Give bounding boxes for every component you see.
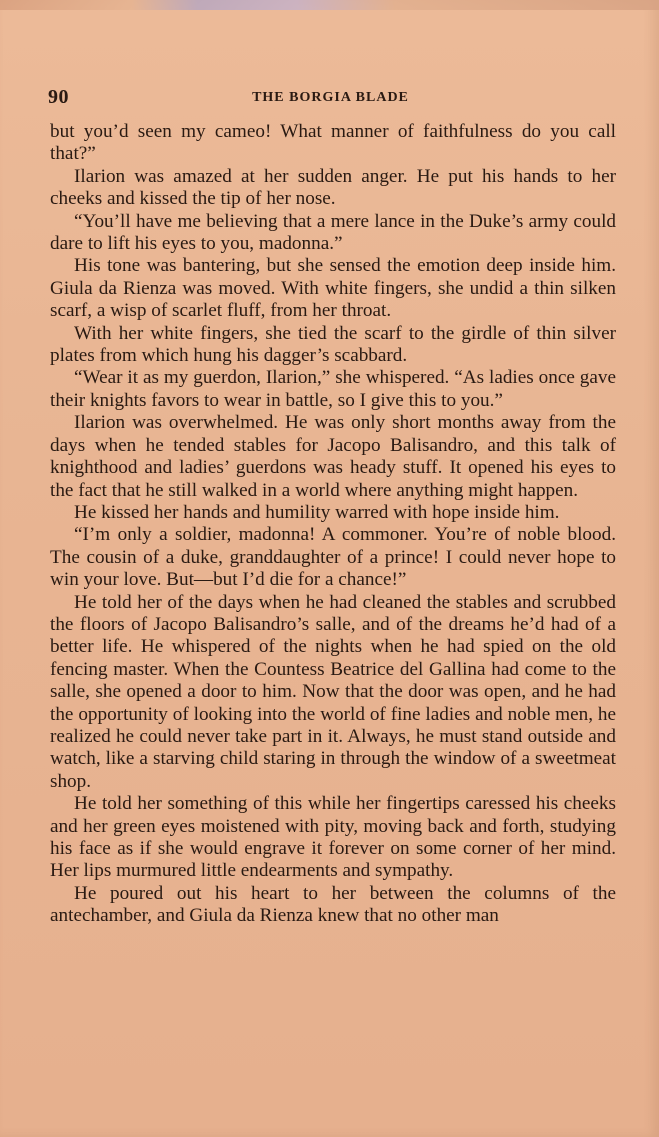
- paragraph: but you’d seen my cameo! What manner of faithfulness do you call that?”: [50, 121, 616, 165]
- page-header: [48, 86, 613, 114]
- page-top-edge: [0, 0, 659, 10]
- paragraph: Ilarion was amazed at her sudden anger. He put his hands to her cheeks and kissed the tip of her nose.: [50, 165, 616, 210]
- body-text: [50, 121, 616, 928]
- paragraph: Ilarion was overwhelmed. He was only short months away from the days when he tended stables for Jacopo Balisandro, and this talk of knighthood and ladies’ guerdons was heady stuff. It opened his eyes to the fact that he still walked in a world where anything might happen.: [50, 412, 616, 501]
- paragraph: His tone was bantering, but she sensed the emotion deep inside him. Giula da Rienza was moved. With white fingers, she undid a thin silken scarf, a wisp of scarlet fluff, from her throat.: [50, 255, 616, 322]
- page-number: 90: [48, 86, 69, 108]
- paragraph: He told her something of this while her fingertips caressed his cheeks and her green eyes moistened with pity, moving back and forth, studying his face as if she would engrave it forever on some corner of her mind. Her lips murmured little endearments and sympathy.: [50, 793, 616, 882]
- paragraph: He told her of the days when he had cleaned the stables and scrubbed the floors of Jacopo Balisandro’s salle, and of the dreams he’d had of a better life. He whispered of the nights when he had spied on the old fencing master. When the Countess Beatrice del Gallina had come to the salle, she opened a door to him. Now that the door was open, and he had the opportunity of looking into the world of fine ladies and noble men, he realized he could never take part in it. Always, he must stand outside and watch, like a starving child staring in through the window of a sweetmeat shop.: [50, 591, 616, 792]
- paragraph: “I’m only a soldier, madonna! A commoner. You’re of noble blood. The cousin of a duke, granddaughter of a prince! I could never hope to win your love. But—but I’d die for a chance!”: [50, 524, 616, 591]
- paragraph: He kissed her hands and humility warred with hope inside him.: [74, 501, 560, 523]
- paragraph: He poured out his heart to her between the columns of the antechamber, and Giula da Rienza knew that no other man: [50, 882, 616, 927]
- paragraph: With her white fingers, she tied the scarf to the girdle of thin silver plates from which hung his dagger’s scabbard.: [50, 322, 616, 367]
- running-head: THE BORGIA BLADE: [252, 90, 409, 105]
- paragraph: “You’ll have me believing that a mere lance in the Duke’s army could dare to lift his eyes to you, madonna.”: [50, 210, 616, 255]
- paragraph: “Wear it as my guerdon, Ilarion,” she whispered. “As ladies once gave their knights favors to wear in battle, so I give this to you.”: [50, 367, 616, 411]
